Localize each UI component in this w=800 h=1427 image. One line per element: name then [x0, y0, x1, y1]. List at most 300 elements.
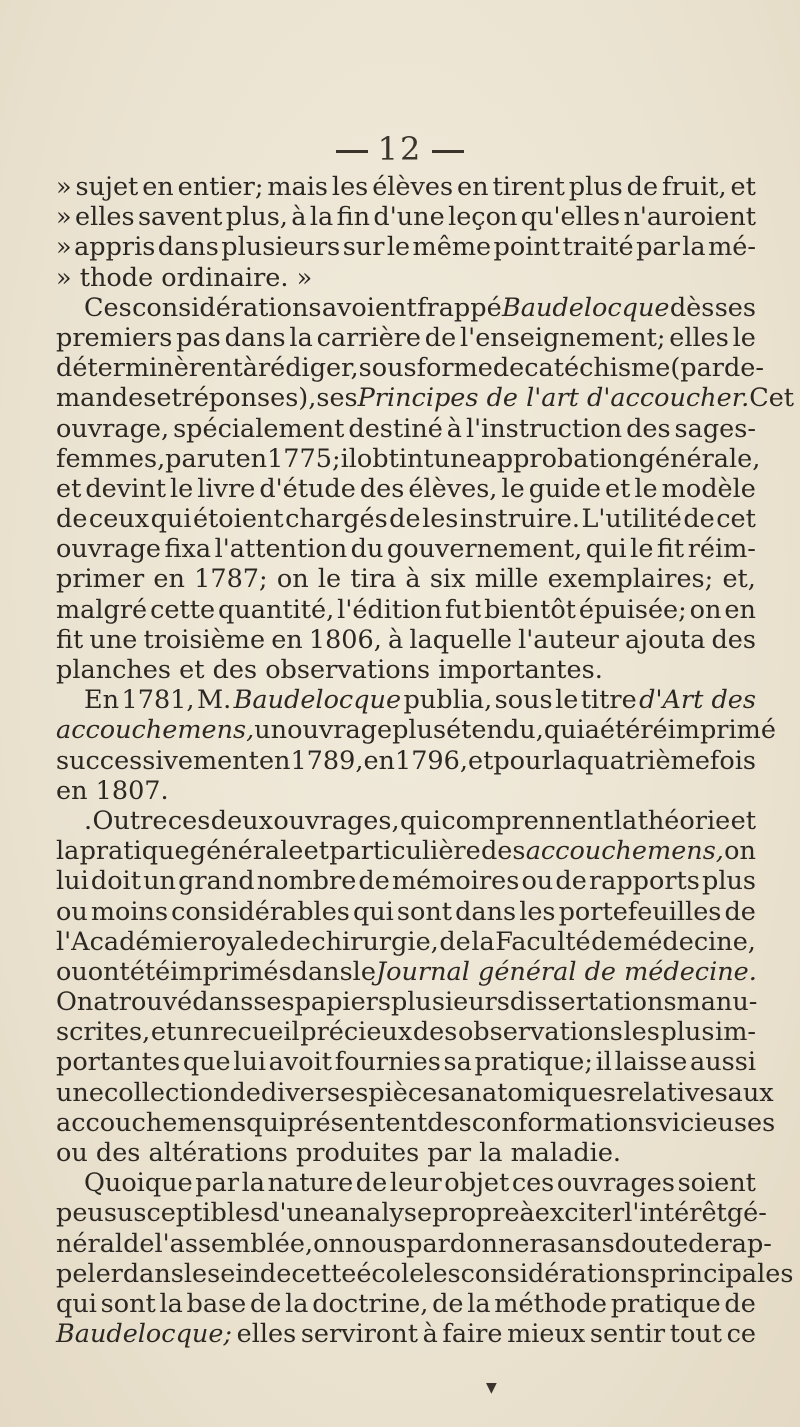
word: mieux: [507, 1319, 586, 1350]
word: laisse: [614, 1047, 688, 1078]
word: nous: [344, 1228, 407, 1259]
word: ouvrages,: [273, 805, 400, 836]
word: papiers: [294, 987, 391, 1018]
word: importantes.: [438, 655, 603, 685]
word: base: [186, 1288, 247, 1319]
word: élèves: [372, 172, 454, 202]
word: le: [630, 534, 654, 565]
word: fois: [709, 745, 756, 776]
page-number-left-dash: [336, 150, 368, 153]
word: par: [636, 232, 680, 263]
word: la: [241, 1168, 265, 1199]
word: été: [129, 956, 171, 987]
word: sous: [494, 685, 553, 716]
word: la: [613, 805, 638, 836]
word: un: [254, 715, 288, 746]
word: dans: [455, 896, 517, 927]
word: mé-: [708, 232, 756, 263]
word: des: [412, 1017, 458, 1048]
word: ou: [521, 866, 554, 897]
word: M.: [196, 685, 232, 716]
word: 1787;: [194, 564, 268, 595]
word: tirent: [492, 172, 565, 202]
word: planches: [56, 655, 171, 685]
word: scrites,: [56, 1017, 151, 1048]
word: qui: [585, 534, 627, 565]
text-line: [56, 443, 761, 474]
word: le: [317, 564, 342, 595]
word: dès: [669, 292, 715, 323]
word: un: [143, 866, 176, 897]
word: école: [356, 1258, 425, 1289]
word: le: [732, 322, 756, 353]
word: nombre: [256, 866, 357, 897]
word: avoit: [268, 1047, 333, 1078]
text-line: [56, 715, 776, 746]
text-line: [56, 1107, 776, 1138]
page-number: [0, 130, 800, 168]
word: qu'elles: [520, 202, 621, 233]
word: troisième: [143, 624, 266, 655]
word: la: [289, 322, 313, 353]
word: des: [480, 836, 526, 867]
word: En: [84, 685, 120, 716]
word: et: [605, 473, 631, 504]
word: sentir: [589, 1319, 666, 1350]
word: l'instruction: [465, 413, 623, 444]
word: cette: [291, 1258, 357, 1289]
word: fixa: [164, 534, 212, 565]
word: en: [363, 745, 395, 776]
word: quatrième: [577, 745, 710, 776]
word: et: [303, 836, 329, 867]
text-line: [56, 1138, 756, 1168]
word: ou: [56, 1138, 88, 1168]
word: aux: [727, 1077, 774, 1108]
word: moins: [90, 896, 169, 927]
word: sont: [100, 1288, 156, 1319]
word: l'attention: [214, 534, 348, 565]
word: le: [386, 232, 411, 263]
word: ses: [316, 383, 358, 414]
word: gé-: [726, 1198, 767, 1229]
word: méthode: [494, 1288, 608, 1319]
printer-mark-icon: ▼: [486, 1380, 497, 1396]
word: le: [634, 473, 658, 504]
word: les: [331, 172, 369, 202]
word: les: [519, 896, 556, 927]
word: la: [56, 836, 80, 867]
word: ces: [511, 1168, 555, 1199]
word: ouvrages: [556, 1168, 675, 1199]
text-line: [56, 1319, 756, 1349]
text-line: [56, 414, 756, 444]
word: de: [249, 1288, 282, 1319]
word: plus,: [225, 202, 288, 233]
word: particulière: [329, 836, 481, 867]
word: qui: [543, 715, 585, 746]
word: plusieurs: [221, 232, 341, 263]
word: principales: [650, 1258, 794, 1289]
word: exciter: [534, 1198, 625, 1229]
word: théorie: [637, 805, 731, 836]
word: ces: [167, 805, 211, 836]
word: mandes: [56, 383, 157, 414]
word: d'Art des: [639, 685, 756, 716]
word: plus: [660, 1017, 715, 1048]
word: elles: [669, 322, 729, 353]
word: »: [296, 262, 313, 293]
word: de: [389, 504, 421, 535]
word: gouvernement,: [386, 534, 583, 565]
word: étoient: [192, 504, 284, 535]
word: le: [501, 473, 525, 504]
word: aussi: [690, 1047, 756, 1078]
word: lui: [56, 866, 89, 897]
text-line: [56, 866, 756, 896]
text-line: [56, 293, 756, 323]
word: sein: [207, 1258, 260, 1289]
word: doit: [90, 866, 141, 897]
word: qui: [150, 504, 192, 535]
word: de-: [723, 353, 765, 384]
word: la: [159, 1288, 183, 1319]
word: Baudelocque: [502, 292, 670, 323]
word: ou: [56, 896, 88, 927]
word: fin: [336, 202, 371, 233]
word: une: [89, 624, 138, 655]
word: 1789,: [290, 745, 364, 776]
word: sa: [443, 1047, 472, 1078]
word: dissertations: [509, 987, 677, 1018]
word: L'utilité: [581, 504, 682, 535]
word: pièces: [368, 1077, 451, 1108]
word: diverses: [260, 1077, 369, 1108]
word: par: [427, 1138, 472, 1168]
word: ouvrage,: [56, 413, 170, 444]
page-number-right-dash: [432, 150, 464, 153]
word: considérations: [460, 1258, 651, 1289]
word: savent: [137, 202, 223, 233]
word: de: [259, 1258, 292, 1289]
word: accouchemens,: [56, 715, 255, 746]
word: mille: [474, 564, 539, 595]
text-line: [56, 383, 795, 414]
word: la: [471, 926, 495, 957]
word: à: [405, 564, 421, 595]
word: en: [235, 443, 268, 474]
word: ou: [56, 956, 88, 987]
word: premiers: [56, 322, 173, 353]
word: .: [84, 805, 93, 836]
word: la: [309, 202, 334, 233]
word: observations: [457, 1017, 623, 1048]
word: et: [730, 172, 756, 202]
word: Ces: [84, 292, 132, 323]
text-line: [56, 927, 756, 957]
word: l'auteur: [518, 624, 619, 655]
word: il: [340, 443, 357, 474]
word: carrière: [316, 322, 421, 353]
word: à: [242, 353, 258, 384]
word: Cet: [749, 383, 795, 414]
word: on: [313, 1228, 345, 1259]
word: étendu,: [446, 715, 544, 746]
word: de: [492, 353, 525, 384]
word: de: [355, 1168, 388, 1199]
word: mémoires: [391, 866, 520, 897]
word: plus: [568, 172, 623, 202]
word: le: [352, 956, 376, 987]
text-line: [56, 836, 756, 866]
word: l'édition: [337, 594, 443, 625]
text-line: [56, 746, 756, 776]
text-line: [56, 534, 756, 564]
word: spécialement: [173, 413, 345, 444]
word: approbation: [481, 443, 639, 474]
word: elles: [74, 202, 135, 233]
word: sur: [342, 232, 385, 263]
word: sous: [358, 353, 417, 384]
word: femmes,: [56, 443, 166, 474]
text-line: [56, 263, 756, 293]
word: »: [56, 172, 72, 202]
word: grand: [178, 866, 255, 897]
text-line: [56, 595, 756, 625]
word: à: [388, 624, 404, 655]
word: Faculté: [495, 926, 591, 957]
word: a: [584, 715, 600, 746]
text-line: [56, 564, 756, 594]
word: soient: [677, 1168, 756, 1199]
word: la: [285, 1288, 309, 1319]
word: qui: [246, 1107, 288, 1138]
word: guide: [528, 473, 602, 504]
word: trouvé: [108, 987, 193, 1018]
word: fit: [56, 624, 84, 655]
word: portantes: [56, 1047, 181, 1078]
word: déterminèrent: [56, 353, 243, 384]
word: générale: [189, 836, 304, 867]
word: on: [276, 564, 309, 595]
word: en: [271, 624, 303, 655]
word: médecine,: [623, 926, 756, 957]
word: il: [595, 1047, 612, 1078]
word: fut: [445, 594, 482, 625]
word: pas: [176, 322, 221, 353]
word: qui: [56, 1288, 97, 1319]
word: successivement: [56, 745, 259, 776]
word: des: [359, 473, 405, 504]
word: des: [212, 655, 258, 685]
text-line: [56, 474, 756, 504]
word: point: [493, 232, 561, 263]
word: »: [56, 232, 72, 263]
word: en: [142, 172, 174, 202]
text-line: [56, 1258, 794, 1289]
word: instruire.: [459, 504, 580, 535]
word: Baudelocque: [233, 685, 402, 716]
word: de: [432, 1288, 464, 1319]
word: sont: [396, 896, 453, 927]
word: observations: [265, 655, 431, 685]
text-line: [56, 1047, 756, 1077]
word: »: [56, 202, 72, 233]
word: en: [56, 775, 88, 806]
word: l'enseignement;: [460, 322, 666, 353]
word: dans: [157, 232, 219, 263]
word: serviront: [300, 1319, 418, 1350]
word: livre: [197, 473, 256, 504]
text-line: [56, 655, 756, 685]
word: obtint: [356, 443, 434, 474]
page-number-value: 12: [377, 130, 423, 168]
word: parut: [165, 443, 236, 474]
word: de: [123, 1228, 155, 1259]
word: maladie.: [510, 1138, 622, 1168]
word: laquelle: [409, 624, 512, 655]
word: analyse: [334, 1198, 433, 1229]
word: bientôt: [484, 594, 576, 625]
word: on: [724, 836, 756, 867]
text-line: [56, 776, 756, 806]
word: lui: [233, 1047, 267, 1078]
word: 1775;: [267, 443, 341, 474]
word: pratique;: [474, 1047, 593, 1078]
text-line: [56, 1289, 756, 1319]
word: 1807.: [95, 775, 169, 806]
word: des: [626, 413, 671, 444]
word: vicieuses: [657, 1107, 776, 1138]
word: propre: [432, 1198, 520, 1229]
body-text: [56, 172, 795, 1350]
word: nature: [267, 1168, 354, 1199]
word: et,: [722, 564, 756, 595]
word: et: [150, 1017, 177, 1048]
text-line: [56, 504, 756, 534]
word: en: [457, 172, 489, 202]
word: 1781,: [121, 685, 195, 716]
word: ses: [253, 987, 295, 1018]
word: de: [358, 866, 390, 897]
text-line: [56, 897, 756, 927]
word: accouchemens: [56, 1107, 247, 1138]
word: 1806,: [308, 624, 382, 655]
word: six: [429, 564, 466, 595]
word: tout: [669, 1319, 722, 1350]
word: et: [468, 745, 494, 776]
word: élèves,: [408, 473, 498, 504]
word: quantité,: [218, 594, 335, 625]
word: deux: [210, 805, 273, 836]
word: plus: [702, 866, 756, 897]
word: mais: [267, 172, 328, 202]
word: la: [682, 232, 706, 263]
word: Baudelocque;: [56, 1319, 232, 1350]
word: on: [689, 594, 722, 625]
word: frappé: [417, 292, 502, 323]
word: dans: [224, 322, 286, 353]
word: à: [422, 1319, 438, 1350]
word: forme: [416, 353, 493, 384]
word: considérables: [171, 896, 350, 927]
word: publia,: [403, 685, 493, 716]
word: avoient: [321, 292, 417, 323]
word: épuisée;: [578, 594, 687, 625]
word: le: [555, 685, 579, 716]
word: leur: [389, 1168, 442, 1199]
word: réponses),: [181, 383, 317, 414]
word: doute: [614, 1228, 689, 1259]
word: pardonnera: [406, 1228, 557, 1259]
word: im-: [715, 1017, 756, 1048]
word: l'intérêt: [624, 1198, 727, 1229]
word: à: [519, 1198, 535, 1229]
word: la: [467, 1288, 491, 1319]
word: susceptibles: [103, 1198, 264, 1229]
word: appris: [74, 232, 156, 263]
word: dans: [122, 1258, 184, 1289]
word: collection: [103, 1077, 230, 1108]
word: Quoique: [84, 1168, 193, 1199]
word: les: [422, 504, 459, 535]
word: de: [683, 504, 715, 535]
text-line: [56, 202, 756, 232]
word: doctrine,: [312, 1288, 429, 1319]
word: accouchemens,: [525, 836, 724, 867]
word: peler: [56, 1258, 123, 1289]
word: en: [153, 564, 185, 595]
word: considérations: [132, 292, 322, 323]
word: d'étude: [259, 473, 356, 504]
word: d'une: [263, 1198, 335, 1229]
word: pratique: [79, 836, 190, 867]
word: le: [183, 1258, 208, 1289]
text-line: [56, 1228, 772, 1259]
word: catéchisme: [524, 353, 671, 384]
word: ont: [87, 956, 130, 987]
word: la: [479, 1138, 503, 1168]
text-line: [56, 957, 756, 987]
word: ouvrage: [287, 715, 393, 746]
word: sans: [556, 1228, 615, 1259]
word: même: [412, 232, 492, 263]
word: »: [56, 262, 72, 293]
word: dans: [291, 956, 353, 987]
word: les: [424, 1258, 461, 1289]
word: de: [724, 1288, 756, 1319]
text-line: [56, 172, 756, 202]
word: été: [599, 715, 641, 746]
word: pour: [493, 745, 554, 776]
text-line: [56, 806, 756, 836]
text-line: [56, 625, 756, 655]
word: dans: [192, 987, 254, 1018]
word: et: [56, 473, 82, 504]
word: qui: [400, 805, 441, 836]
word: malgré: [56, 594, 148, 625]
word: de: [424, 322, 457, 353]
word: conformations: [471, 1107, 658, 1138]
word: qui: [352, 896, 394, 927]
word: tira: [350, 564, 397, 595]
text-line: [56, 1198, 767, 1229]
word: à: [291, 202, 307, 233]
word: en: [258, 745, 291, 776]
word: ajouta: [624, 624, 706, 655]
word: fournies: [334, 1047, 441, 1078]
word: du: [350, 534, 384, 565]
